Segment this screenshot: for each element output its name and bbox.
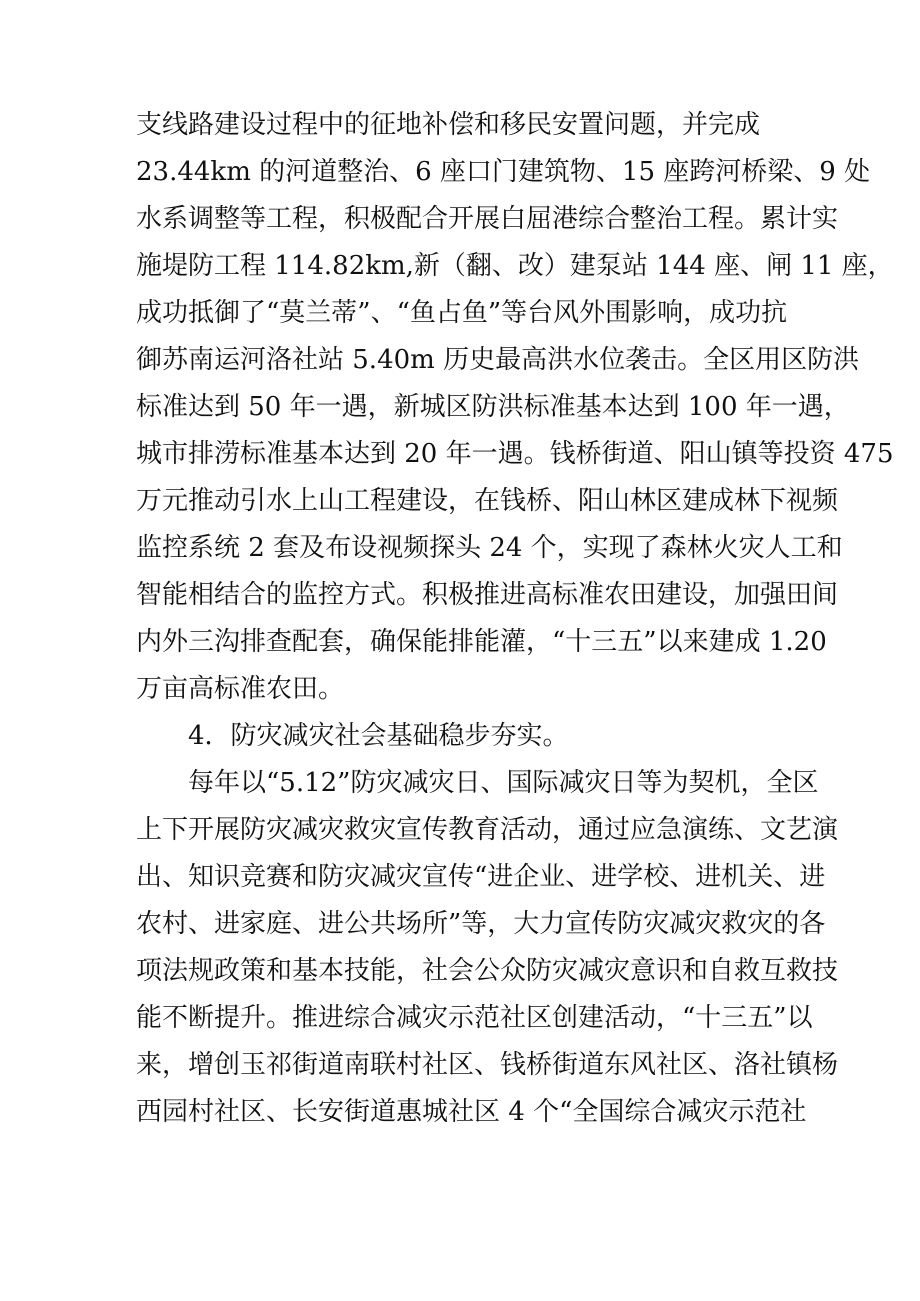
text-line: 上下开展防灾减灾救灾宣传教育活动，通过应急演练、文艺演 xyxy=(136,815,839,845)
text-line: 能不断提升。推进综合减灾示范社区创建活动，“十三五”以 xyxy=(136,1003,813,1033)
text-line: 御苏南运河洛社站 5.40m 历史最高洪水位袭击。全区用区防洪 xyxy=(136,345,860,375)
text-line: 标准达到 50 年一遇，新城区防洪标准基本达到 100 年一遇， xyxy=(136,392,850,422)
text-line: 农村、进家庭、进公共场所”等，大力宣传防灾减灾救灾的各 xyxy=(136,909,826,939)
text-line: 内外三沟排查配套，确保能排能灌，“十三五”以来建成 1.20 xyxy=(136,627,827,657)
section-heading: 4．防灾减灾社会基础稳步夯实。 xyxy=(188,721,569,751)
text-line: 项法规政策和基本技能，社会公众防灾减灾意识和自救互救技 xyxy=(136,956,839,986)
text-line: 水系调整等工程，积极配合开展白屈港综合整治工程。累计实 xyxy=(136,204,839,234)
text-line: 施堤防工程 114.82km,新（翻、改）建泵站 144 座、闸 11 座， xyxy=(136,251,894,281)
text-line: 西园村社区、长安街道惠城社区 4 个“全国综合减灾示范社 xyxy=(136,1097,807,1127)
text-line: 智能相结合的监控方式。积极推进高标准农田建设，加强田间 xyxy=(136,580,839,610)
text-line: 万亩高标准农田。 xyxy=(136,674,345,704)
text-line: 成功抵御了“莫兰蒂”、“鱼占鱼”等台风外围影响，成功抗 xyxy=(136,298,788,328)
paragraph-first-line: 每年以“5.12”防灾减灾日、国际减灾日等为契机，全区 xyxy=(188,768,819,798)
text-line: 来，增创玉祁街道南联村社区、钱桥街道东风社区、洛社镇杨 xyxy=(136,1050,839,1080)
body-text xyxy=(136,102,894,1136)
text-line: 监控系统 2 套及布设视频探头 24 个，实现了森林火灾人工和 xyxy=(136,533,843,563)
text-line: 出、知识竞赛和防灾减灾宣传“进企业、进学校、进机关、进 xyxy=(136,862,826,892)
text-line: 支线路建设过程中的征地补偿和移民安置问题，并完成 xyxy=(136,110,761,140)
text-line: 城市排涝标准基本达到 20 年一遇。钱桥街道、阳山镇等投资 475 xyxy=(136,439,894,469)
text-line: 万元推动引水上山工程建设，在钱桥、阳山林区建成林下视频 xyxy=(136,486,839,516)
text-line: 23.44km 的河道整治、6 座口门建筑物、15 座跨河桥梁、9 处 xyxy=(136,157,871,187)
